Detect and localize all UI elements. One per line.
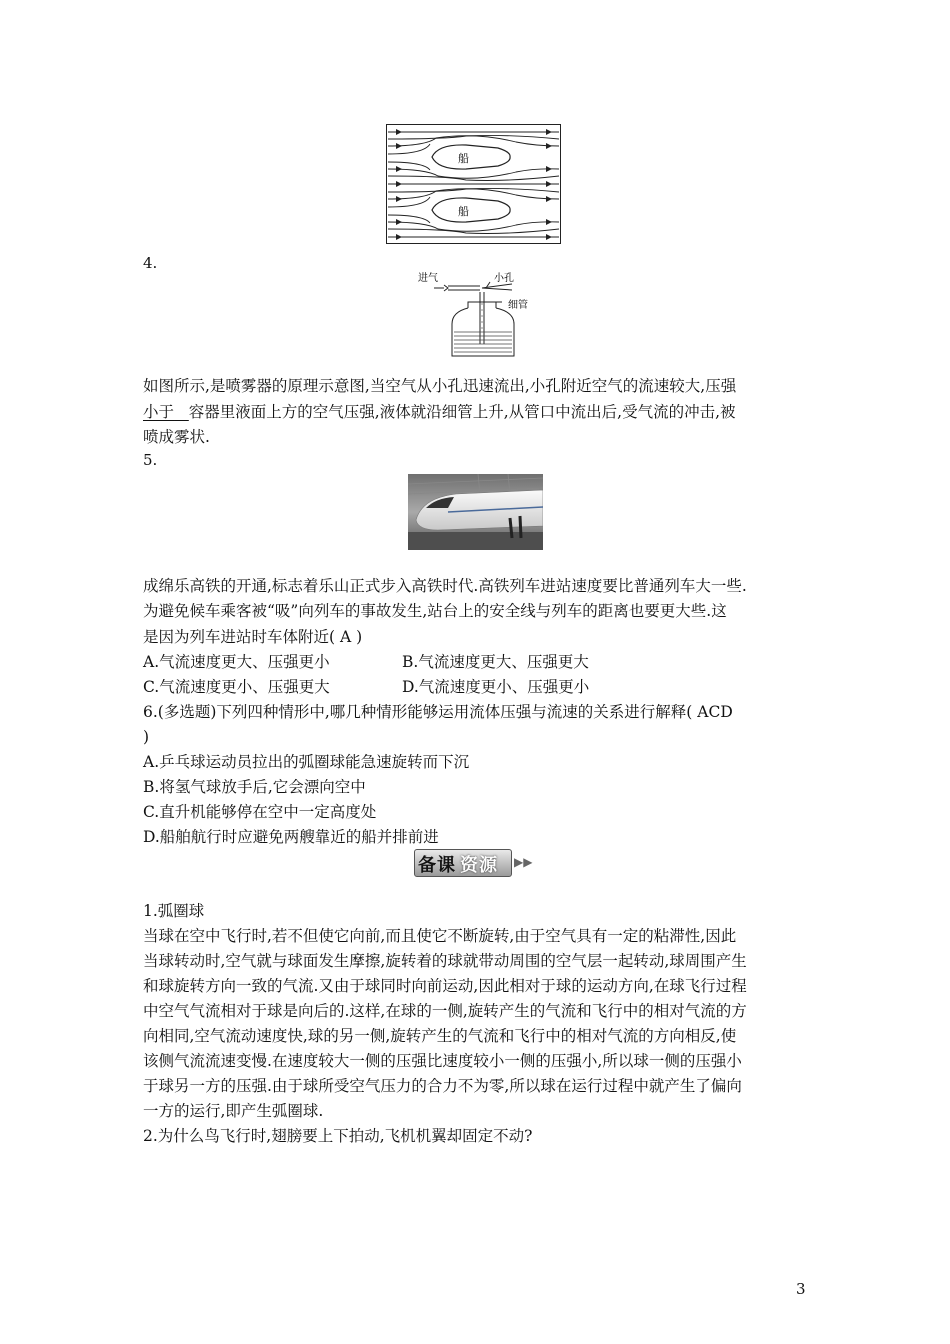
q5-line-2: 为避免候车乘客被“吸”向列车的事故发生,站台上的安全线与列车的距离也要更大些.这: [143, 602, 727, 620]
sprayer-hole-label: 小孔: [494, 273, 514, 284]
sprayer-tube-label: 细管: [508, 300, 528, 311]
q5-line-3: 是因为列车进站时车体附近( A ): [143, 628, 363, 646]
question-5-number: 5.: [143, 451, 158, 469]
resource-1-line-6: 该侧气流流速变慢.在速度较大一侧的压强比速度较小一侧的压强小,所以球一侧的压强小: [143, 1052, 742, 1070]
resources-banner-arrows-icon: ▶▶: [514, 855, 533, 869]
question-4-number: 4.: [143, 254, 158, 272]
resource-1-line-7: 于球另一方的压强.由于球所受空气压力的合力不为零,所以球在运行过程中就产生了偏向: [143, 1077, 742, 1095]
q6-option-d: D.船舶航行时应避免两艘靠近的船并排前进: [143, 828, 439, 846]
train-photo: [408, 474, 543, 550]
q6-line-2: ): [143, 728, 150, 746]
resource-1-title: 1.弧圈球: [143, 902, 205, 920]
q6-line-1: 6.(多选题)下列四种情形中,哪几种情形能够运用流体压强与流速的关系进行解释( ACD: [143, 703, 733, 721]
q6-option-a: A.乒乓球运动员拉出的弧圈球能急速旋转而下沉: [143, 753, 470, 771]
boat-label-1: 船: [458, 152, 469, 165]
resources-banner-part2: 资源: [460, 855, 498, 876]
q4-line-2: [143, 401, 736, 423]
resource-1-line-4: 中空气气流相对于球是向后的.这样,在球的一侧,旋转产生的气流和飞行中的相对气流的方: [143, 1002, 747, 1020]
resource-1-line-1: 当球在空中飞行时,若不但使它向前,而且使它不断旋转,由于空气具有一定的粘滞性,因此: [143, 927, 737, 945]
resource-1-line-5: 向相同,空气流动速度快,球的另一侧,旋转产生的气流和飞行中的相对气流的方向相反,使: [143, 1027, 737, 1045]
resource-1-line-2: 当球转动时,空气就与球面发生摩擦,旋转着的球就带动周围的空气层一起转动,球周围产生: [143, 952, 747, 970]
boat-label-2: 船: [458, 205, 469, 218]
q6-option-c: C.直升机能够停在空中一定高度处: [143, 803, 377, 821]
q4-answer: 小于: [143, 403, 175, 421]
q5-option-b: B.气流速度更大、压强更大: [402, 653, 589, 671]
sprayer-figure: [416, 268, 536, 360]
q5-option-a: A.气流速度更大、压强更小: [143, 653, 330, 671]
q4-line-1: 如图所示,是喷雾器的原理示意图,当空气从小孔迅速流出,小孔附近空气的流速较大,压强: [143, 377, 737, 395]
page-number: 3: [796, 1280, 806, 1298]
resource-2-title: 2.为什么鸟飞行时,翅膀要上下拍动,飞机机翼却固定不动?: [143, 1127, 533, 1145]
boats-streamline-figure: [386, 124, 561, 244]
q5-option-c: C.气流速度更小、压强更大: [143, 678, 330, 696]
resource-1-line-8: 一方的运行,即产生弧圈球.: [143, 1102, 324, 1120]
q4-line-3: 喷成雾状.: [143, 428, 210, 446]
sprayer-inlet-label: 进气: [418, 273, 438, 284]
q6-option-b: B.将氢气球放手后,它会漂向空中: [143, 778, 366, 796]
resources-banner: [414, 849, 540, 877]
q5-line-1: 成绵乐高铁的开通,标志着乐山正式步入高铁时代.高铁列车进站速度要比普通列车大一些.: [143, 577, 747, 595]
q4-answer-blank: [174, 403, 189, 421]
resource-1-line-3: 和球旋转方向一致的气流.又由于球同时向前运动,因此相对于球的运动方向,在球飞行过程: [143, 977, 747, 995]
q4-line-2-rest: 容器里液面上方的空气压强,液体就沿细管上升,从管口中流出后,受气流的冲击,被: [188, 403, 736, 421]
resources-banner-part1: 备课: [418, 855, 456, 876]
q5-option-d: D.气流速度更小、压强更小: [402, 678, 590, 696]
